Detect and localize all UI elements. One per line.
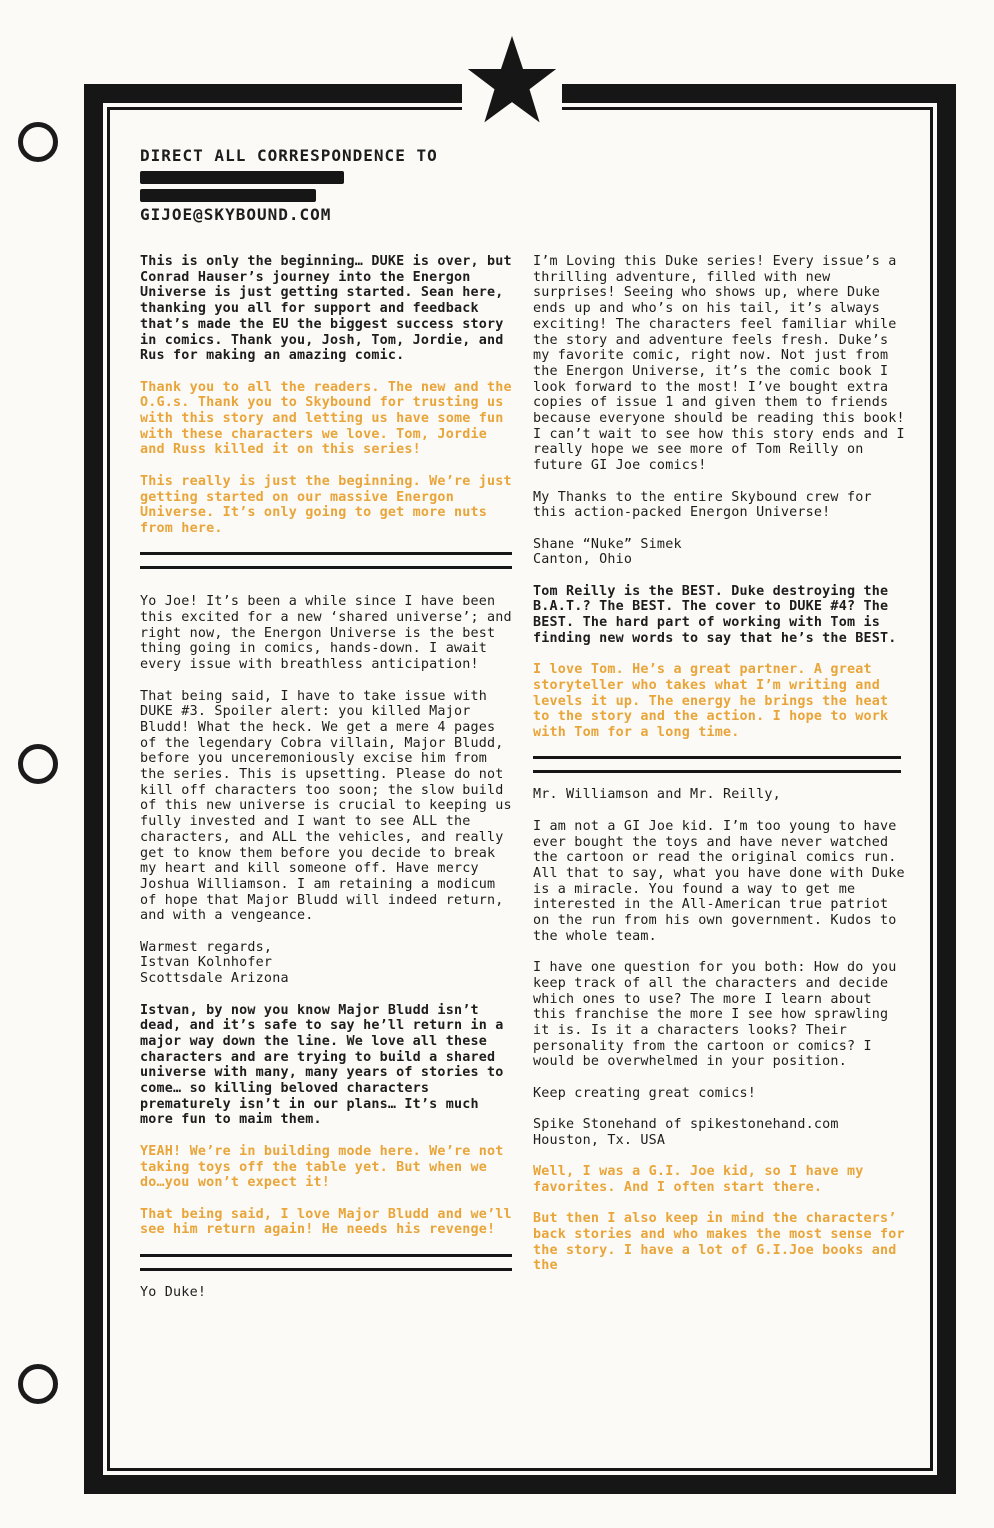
reply-paragraph: Well, I was a G.I. Joe kid, so I have my favorites. And I often start there. [533, 1164, 864, 1195]
reply-paragraph: But then I also keep in mind the characters’ back stories and who makes the most sense for the story. I have a lot of G.I.Joe books and the [533, 1211, 905, 1274]
section-divider [533, 756, 901, 773]
letter-signature: Shane “Nuke” Simek Canton, Ohio [533, 536, 682, 568]
right-column [533, 254, 905, 1290]
letter-paragraph: Yo Joe! It’s been a while since I have been this excited for a new ‘shared universe’; and right now, the Energon Universe is the best thing going in comics, hands-down. I await every issue with breathless anticipation! [140, 594, 512, 673]
reply-paragraph: This really is just the beginning. We’re just getting started on our massive Energon Universe. It’s only going to get more nuts from here. [140, 473, 512, 536]
divider-gap [533, 773, 905, 787]
reply-paragraph: Thank you to all the readers. The new and the O.G.s. Thank you to Skybound for trusting us with this story and letting us have some fun with these characters we love. Tom, Jordie and Russ killed it on this series! [140, 379, 512, 458]
reply-paragraph: I love Tom. He’s a great partner. A great storyteller who takes what I’m writing and levels it up. The energy he brings the heat to the story and the action. I hope to work with Tom for a long time. [533, 662, 889, 741]
section-divider [140, 1254, 512, 1271]
binder-hole-icon [18, 1364, 58, 1404]
left-column [140, 254, 512, 1316]
reply-paragraph: Tom Reilly is the BEST. Duke destroying the B.A.T.? The BEST. The cover to DUKE #4? The BEST. The hard part of working with Tom is finding new words to say that he’s the BEST. [533, 583, 897, 646]
letter-paragraph: Keep creating great comics! [533, 1085, 757, 1101]
correspondence-header [140, 146, 438, 225]
letter-paragraph: Yo Duke! [140, 1284, 207, 1300]
redacted-address-line [140, 189, 316, 202]
letter-signature: Warmest regards, Istvan Kolnhofer Scottsdale Arizona [140, 939, 289, 987]
letter-signature: Spike Stonehand of spikestonehand.com Houston, Tx. USA [533, 1117, 839, 1148]
reply-paragraph: YEAH! We’re in building mode here. We’re not taking toys off the table yet. But when we do…you won’t expect it! [140, 1143, 504, 1191]
header-title: DIRECT ALL CORRESPONDENCE TO [140, 146, 438, 165]
header-email: GIJOE@SKYBOUND.COM [140, 205, 332, 224]
letter-paragraph: I have one question for you both: How do you keep track of all the characters and decide which ones to use? The more I learn about this franchise the more I see how sprawling it is. Is it a characters looks? Their personality from the cartoon or comics? I would be overwhelmed in your position. [533, 960, 897, 1070]
letter-paragraph: That being said, I have to take issue with DUKE #3. Spoiler alert: you killed Major Bludd! What the heck. We get a mere 4 pages of the legendary Cobra villain, Major Bludd, before you unceremoniously excise him from the series. This is upsetting. Please do not kill off characters too soon; the slow build of this new universe is crucial to keeping us fully invested and I want to see ALL the characters, and ALL the vehicles, and really get to know them before you decide to break my heart and kill someone off. Have mercy Joshua Williamson. I am retaining a modicum of hope that Major Bludd will indeed return, and with a vengeance. [140, 688, 512, 924]
section-divider [140, 552, 512, 569]
letter-paragraph: I’m Loving this Duke series! Every issue’s a thrilling adventure, filled with new surprises! Seeing who shows up, where Duke ends up and who’s on his tail, it’s always exciting! The characters feel familiar while the story and adventure feels fresh. Duke’s my favorite comic, right now. Not just from the Energon Universe, it’s the comic book I look forward to the most! I’ve bought extra copies of issue 1 and given them to friends because everyone should be reading this book! I can’t wait to see how this story ends and I really hope we see more of Tom Reilly on future GI Joe comics! [533, 254, 905, 474]
letter-paragraph: I am not a GI Joe kid. I’m too young to have ever bought the toys and have never watched the cartoon or read the original comics run. All that to say, what you have done with Duke is a miracle. You found a way to get me interested in the All-American true patriot on the run from his own government. Kudos to the whole team. [533, 818, 905, 944]
redacted-address-line [140, 171, 344, 184]
divider-gap [140, 1271, 512, 1285]
star-icon [466, 34, 558, 126]
binder-hole-icon [18, 744, 58, 784]
letter-paragraph: My Thanks to the entire Skybound crew for this action-packed Energon Universe! [533, 489, 872, 521]
reply-paragraph: That being said, I love Major Bludd and we’ll see him return again! He needs his revenge! [140, 1206, 512, 1238]
letter-greeting: Mr. Williamson and Mr. Reilly, [533, 787, 781, 803]
divider-gap [140, 569, 512, 583]
reply-paragraph: Istvan, by now you know Major Bludd isn’t dead, and it’s safe to say he’ll return in a major way down the line. We love all these characters and are trying to build a shared universe with many, many years of stories to come… so killing beloved characters prematurely isn’t in our plans… It’s much more fun to maim them. [140, 1002, 504, 1128]
intro-paragraph: This is only the beginning… DUKE is over, but Conrad Hauser’s journey into the Energon Universe is just getting started. Sean here, thanking you all for support and feedback that’s made the EU the biggest success story in comics. Thank you, Josh, Tom, Jordie, and Rus for making an amazing comic. [140, 254, 512, 364]
binder-hole-icon [18, 122, 58, 162]
